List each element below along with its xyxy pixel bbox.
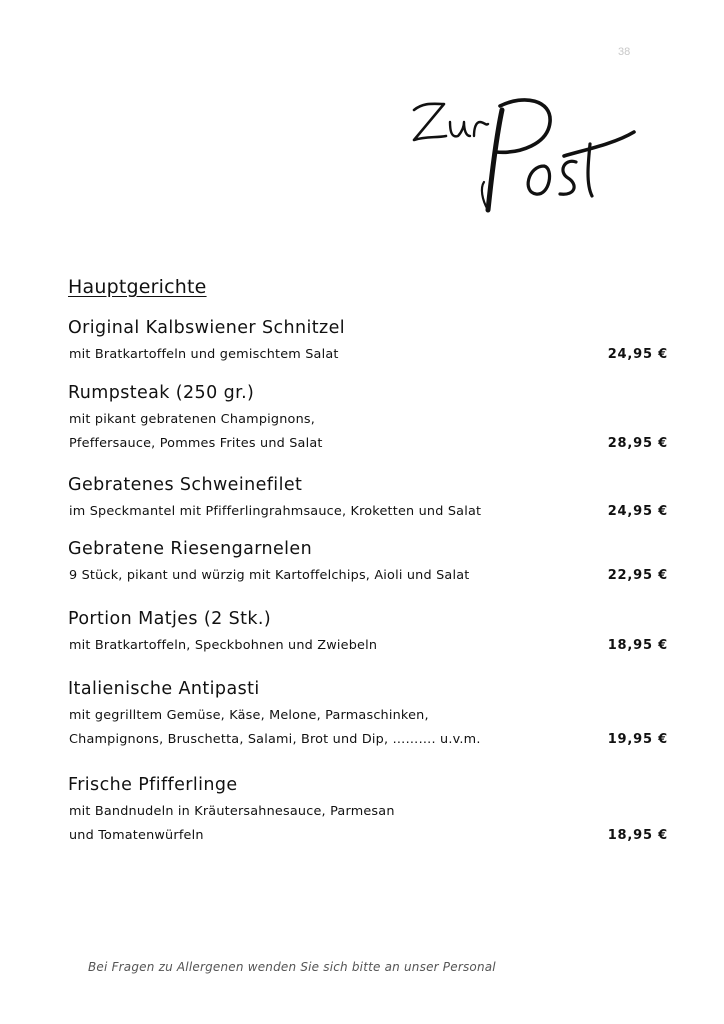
dish-item (68, 604, 668, 658)
dish-price: 18,95 € (607, 828, 668, 843)
dish-description-line: Pfeffersauce, Pommes Frites und Salat (69, 436, 323, 451)
dish-description (68, 564, 668, 588)
dish-item (68, 534, 668, 588)
dish-price: 24,95 € (607, 347, 668, 362)
dish-description (68, 500, 668, 524)
dish-description (68, 634, 668, 658)
page-number: 38 (618, 46, 631, 58)
section-title-hauptgerichte: Hauptgerichte (68, 276, 207, 298)
dish-description-line: mit pikant gebratenen Champignons, (69, 412, 316, 427)
dish-description-line: mit Bratkartoffeln, Speckbohnen und Zwiebeln (69, 638, 378, 653)
dish-price: 19,95 € (607, 732, 668, 747)
allergen-note: Bei Fragen zu Allergenen wenden Sie sich bitte an unser Personal (88, 960, 496, 974)
dish-item (68, 470, 668, 524)
dish-name: Gebratene Riesengarnelen (68, 539, 313, 559)
dish-description (68, 800, 668, 848)
dish-name: Frische Pfifferlinge (68, 775, 238, 795)
dish-description-line: mit gegrilltem Gemüse, Käse, Melone, Parmaschinken, (69, 708, 429, 723)
dish-name: Portion Matjes (2 Stk.) (68, 609, 272, 629)
dish-description-line: und Tomatenwürfeln (69, 828, 204, 843)
dish-item (68, 674, 668, 752)
dish-description (68, 408, 668, 456)
dish-description-line: mit Bandnudeln in Kräutersahnesauce, Parmesan (69, 804, 395, 819)
dish-description-line: 9 Stück, pikant und würzig mit Kartoffelchips, Aioli und Salat (69, 568, 470, 583)
dish-description-line: Champignons, Bruschetta, Salami, Brot und Dip, ………. u.v.m. (69, 732, 481, 747)
dish-item (68, 378, 668, 456)
dish-item (68, 313, 668, 367)
dish-item (68, 770, 668, 848)
dish-name: Rumpsteak (250 gr.) (68, 383, 255, 403)
dish-price: 22,95 € (607, 568, 668, 583)
dish-name: Gebratenes Schweinefilet (68, 475, 303, 495)
dish-price: 18,95 € (607, 638, 668, 653)
dish-description-line: im Speckmantel mit Pfifferlingrahmsauce, Kroketten und Salat (69, 504, 482, 519)
dish-description (68, 343, 668, 367)
dish-name: Italienische Antipasti (68, 679, 260, 699)
zur-post-logo (404, 92, 640, 222)
dish-name: Original Kalbswiener Schnitzel (68, 318, 346, 338)
dish-price: 24,95 € (607, 504, 668, 519)
dish-price: 28,95 € (607, 436, 668, 451)
dish-description-line: mit Bratkartoffeln und gemischtem Salat (69, 347, 339, 362)
logo-signature-graphic (404, 92, 640, 222)
dish-description (68, 704, 668, 752)
